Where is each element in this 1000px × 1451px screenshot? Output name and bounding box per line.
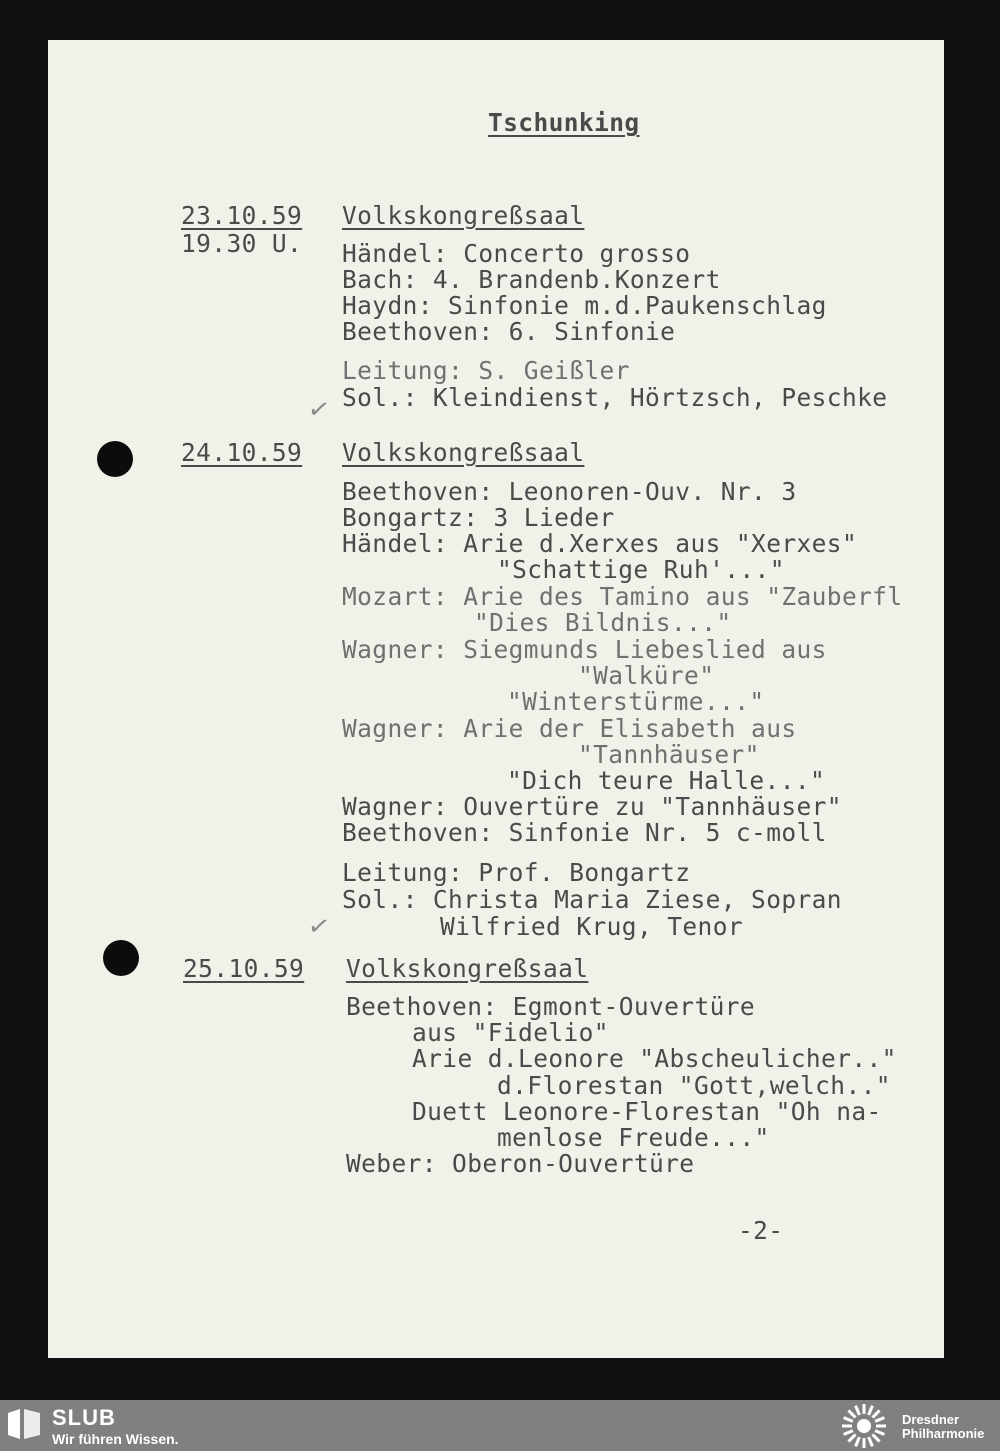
soloists-line: Wilfried Krug, Tenor	[440, 912, 744, 941]
program-line: Händel: Arie d.Xerxes aus "Xerxes"	[342, 529, 858, 558]
slub-logo-icon[interactable]	[6, 1409, 42, 1439]
punch-hole	[97, 441, 133, 477]
program-line: Beethoven: Leonoren-Ouv. Nr. 3	[342, 477, 797, 506]
program-line: Weber: Oberon-Ouvertüre	[346, 1149, 695, 1178]
program-line: Haydn: Sinfonie m.d.Paukenschlag	[342, 291, 827, 320]
concert-venue: Volkskongreßsaal	[342, 201, 585, 230]
punch-hole	[103, 940, 139, 976]
page-title: Tschunking	[488, 108, 640, 137]
concert-time: 19.30 U.	[181, 229, 303, 258]
program-line: "Tannhäuser"	[578, 740, 760, 769]
conductor-line: Leitung: Prof. Bongartz	[342, 858, 691, 887]
program-line: Wagner: Arie der Elisabeth aus	[342, 714, 797, 743]
concert-venue: Volkskongreßsaal	[342, 438, 585, 467]
checkmark-icon: ✓	[305, 910, 333, 944]
partner-name-line1: Dresdner	[902, 1412, 960, 1427]
library-name[interactable]: SLUB	[52, 1405, 116, 1430]
footer-bar	[0, 1400, 1000, 1451]
page-number: -2-	[738, 1216, 784, 1245]
program-line: d.Florestan "Gott,welch.."	[497, 1071, 891, 1100]
program-line: "Dies Bildnis..."	[474, 608, 732, 637]
program-line: Beethoven: 6. Sinfonie	[342, 317, 676, 346]
program-line: Händel: Concerto grosso	[342, 239, 691, 268]
partner-name	[902, 1413, 984, 1441]
program-line: Wagner: Ouvertüre zu "Tannhäuser"	[342, 792, 842, 821]
program-line: "Dich teure Halle..."	[507, 766, 826, 795]
program-line: Beethoven: Egmont-Ouvertüre	[346, 992, 756, 1021]
soloists-line: Sol.: Christa Maria Ziese, Sopran	[342, 885, 842, 914]
program-line: Duett Leonore-Florestan "Oh na-	[412, 1097, 882, 1126]
concert-venue: Volkskongreßsaal	[346, 954, 589, 983]
program-line: "Walküre"	[578, 661, 715, 690]
concert-date: 24.10.59	[181, 438, 303, 467]
soloists-line: Sol.: Kleindienst, Hörtzsch, Peschke	[342, 383, 888, 412]
program-line: "Schattige Ruh'..."	[497, 555, 785, 584]
program-line: Bach: 4. Brandenb.Konzert	[342, 265, 721, 294]
library-slogan: Wir führen Wissen.	[52, 1431, 179, 1447]
conductor-line: Leitung: S. Geißler	[342, 356, 630, 385]
concert-date: 25.10.59	[183, 954, 305, 983]
program-line: "Winterstürme..."	[507, 687, 765, 716]
program-line: menlose Freude..."	[497, 1123, 770, 1152]
program-line: Beethoven: Sinfonie Nr. 5 c-moll	[342, 818, 827, 847]
program-line: Mozart: Arie des Tamino aus "Zauberfl	[342, 582, 903, 611]
dresdner-philharmonie-logo-icon[interactable]	[840, 1402, 888, 1450]
program-line: Arie d.Leonore "Abscheulicher.."	[412, 1044, 897, 1073]
program-line: Wagner: Siegmunds Liebeslied aus	[342, 635, 827, 664]
program-line: Bongartz: 3 Lieder	[342, 503, 615, 532]
partner-name-line2: Philharmonie	[902, 1426, 985, 1441]
concert-date: 23.10.59	[181, 201, 303, 230]
checkmark-icon: ✓	[305, 393, 333, 427]
program-line: aus "Fidelio"	[412, 1018, 609, 1047]
